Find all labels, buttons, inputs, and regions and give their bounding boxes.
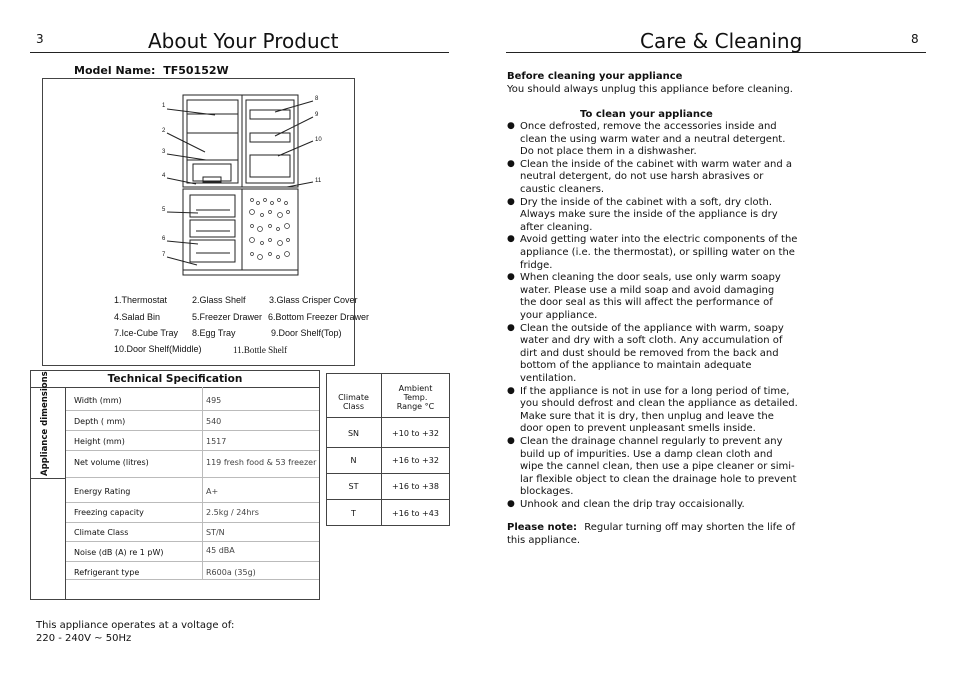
spec-row	[66, 387, 319, 411]
climate-class: T	[351, 509, 356, 518]
spec-row	[66, 503, 319, 523]
bullet-icon: ●	[507, 158, 515, 169]
spec-value: 1517	[206, 437, 227, 446]
appliance-dimensions-label: Appliance dimensions	[40, 371, 50, 476]
bullet-text-line: appliance (i.e. the thermostat), or spilling water on the	[520, 247, 795, 258]
climate-range: +16 to +38	[392, 482, 439, 491]
callout-11: 11	[315, 178, 322, 184]
bullet-text-line: build up of impurities. Use a damp clean cloth and	[520, 448, 773, 460]
spec-value: 540	[206, 417, 222, 426]
spec-value: 119 fresh food & 53 freezer	[206, 458, 317, 467]
callout-4: 4	[162, 173, 166, 179]
callout-1: 1	[162, 103, 166, 109]
spec-label: Net volume (litres)	[74, 458, 149, 467]
spec-label: Climate Class	[74, 528, 129, 537]
callout-7: 7	[162, 252, 166, 258]
climate-header-temp: Ambient Temp. Range °C	[396, 384, 435, 411]
page-number-right: 8	[911, 32, 919, 46]
climate-class: SN	[347, 429, 360, 438]
bullet-text-line: neutral detergent, do not use harsh abrasives or	[520, 171, 764, 183]
spec-row	[66, 411, 319, 431]
bullet-text-line: Clean the outside of the appliance with warm, soapy	[520, 322, 784, 334]
legend-item: 9.Door Shelf(Top)	[271, 328, 342, 338]
page-title-right: Care & Cleaning	[640, 29, 803, 53]
bullet-text-line: door open to prevent unpleasant smells inside.	[520, 423, 756, 435]
callout-8: 8	[315, 96, 319, 102]
bullet-text-line: your appliance.	[520, 310, 598, 321]
bullet-icon: ●	[507, 196, 515, 207]
bullet-text-line: Unhook and clean the drip tray occaisionally.	[520, 499, 745, 510]
clean-heading: To clean your appliance	[580, 109, 713, 120]
climate-range: +16 to +43	[392, 509, 439, 518]
spec-value: 45 dBA	[206, 546, 235, 555]
spec-value: R600a (35g)	[206, 568, 256, 577]
spec-label: Height (mm)	[74, 437, 125, 446]
legend-item: 7.Ice-Cube Tray	[114, 328, 179, 338]
bullet-text-line: Clean the inside of the cabinet with warm water and a	[520, 158, 793, 170]
before-cleaning-text: You should always unplug this appliance before cleaning.	[507, 84, 793, 95]
legend-item: 2.Glass Shelf	[192, 295, 246, 305]
bullet-icon: ●	[507, 121, 515, 131]
bullet-text-line: fridge.	[520, 259, 553, 271]
legend-item: 3.Glass Crisper Cover	[269, 295, 358, 305]
climate-class: N	[350, 456, 357, 465]
spec-value: 2.5kg / 24hrs	[206, 508, 259, 517]
callout-2: 2	[162, 128, 166, 134]
bullet-text-line: caustic cleaners.	[520, 184, 605, 195]
bullet-icon: ●	[507, 385, 515, 396]
spec-value: 495	[206, 396, 222, 405]
climate-header-class: Climate Class	[338, 393, 369, 411]
spec-value: ST/N	[206, 528, 225, 537]
legend-item: 8.Egg Tray	[192, 328, 236, 338]
legend-item: 4.Salad Bin	[114, 312, 161, 322]
bullet-text-line: dirt and dust should be removed from the back and	[520, 347, 779, 359]
spec-label: Energy Rating	[74, 487, 131, 496]
note-text-continued: this appliance.	[507, 535, 581, 546]
spec-label: Noise (dB (A) re 1 pW)	[74, 548, 164, 557]
climate-class: ST	[348, 482, 359, 491]
bullet-text-line: blockages.	[520, 486, 574, 498]
legend-item: 10.Door Shelf(Middle)	[114, 344, 202, 354]
bullet-icon: ●	[507, 322, 515, 333]
bullet-text-line: If the appliance is not in use for a long period of time,	[520, 385, 790, 397]
bullet-icon: ●	[507, 436, 515, 446]
spec-row	[66, 431, 319, 451]
note-text: Regular turning off may shorten the life of	[584, 522, 796, 533]
bullet-text-line: Once defrosted, remove the accessories inside and	[520, 121, 777, 132]
bullet-text-line: Clean the drainage channel regularly to prevent any	[520, 436, 783, 447]
legend-item: 11.Bottle Shelf	[233, 345, 288, 355]
before-cleaning-heading: Before cleaning your appliance	[507, 71, 683, 82]
bullet-text-line: after cleaning.	[520, 221, 593, 233]
spec-label: Freezing capacity	[74, 508, 144, 517]
spec-label: Width (mm)	[74, 396, 122, 405]
bullet-icon: ●	[507, 234, 515, 245]
voltage-line-2: 220 - 240V ~ 50Hz	[36, 633, 132, 644]
climate-range: +16 to +32	[392, 456, 439, 465]
bullet-text-line: Do not place them in a dishwasher.	[520, 146, 697, 158]
bullet-text-line: Avoid getting water into the electric components of the	[520, 234, 798, 246]
freezer-compartment	[183, 189, 242, 270]
spec-title: Technical Specification	[107, 373, 243, 385]
legend-item: 5.Freezer Drawer	[192, 312, 263, 322]
callout-6: 6	[162, 236, 166, 242]
legend-item: 1.Thermostat	[114, 295, 168, 305]
bullet-text-line: Make sure that it is dry, then unplug and leave the	[520, 410, 774, 422]
bullet-text-line: you should defrost and clean the appliance as detailed.	[520, 398, 798, 410]
voltage-line-1: This appliance operates at a voltage of:	[36, 620, 235, 631]
legend-item: 6.Bottom Freezer Drawer	[268, 312, 370, 322]
callout-5: 5	[162, 207, 166, 213]
spec-row	[66, 562, 319, 580]
bullet-text-line: ventilation.	[520, 373, 577, 384]
callout-10: 10	[315, 137, 322, 143]
bullet-text-line: wipe the cannel clean, then use a pipe cleaner or simi-	[520, 461, 795, 473]
model-label: Model Name:	[74, 64, 156, 77]
climate-range: +10 to +32	[392, 429, 439, 438]
bullet-icon: ●	[507, 272, 515, 283]
page-title-left: About Your Product	[148, 29, 339, 53]
please-note	[507, 522, 795, 535]
spec-row	[66, 451, 319, 478]
bullet-text-line: the door seal as this will affect the performance of	[520, 297, 773, 309]
fridge-compartment-left	[183, 95, 242, 187]
spec-row	[66, 542, 319, 562]
callout-9: 9	[315, 112, 319, 118]
callout-3: 3	[162, 149, 166, 155]
bullet-text-line: When cleaning the door seals, use only warm soapy	[520, 272, 781, 284]
bullet-icon: ●	[507, 499, 515, 509]
spec-row	[66, 478, 319, 503]
bullet-text-line: Dry the inside of the cabinet with a soft, dry cloth.	[520, 196, 773, 208]
page-number-left: 3	[36, 32, 44, 46]
bullet-text-line: water and dry with a soft cloth. Any accumulation of	[520, 335, 783, 347]
freezer-door	[242, 189, 298, 270]
spec-value: A+	[206, 487, 219, 496]
spec-row	[66, 523, 319, 542]
bullet-text-line: water. Please use a mild soap and avoid damaging	[520, 284, 775, 296]
bullet-text-line: Always make sure the inside of the appliance is dry	[520, 209, 778, 221]
bullet-text-line: lar flexible object to clean the drainage hole to prevent	[520, 473, 797, 485]
bullet-text-line: clean the using warm water and a neutral detergent.	[520, 133, 786, 145]
bullet-text-line: bottom of the appliance to maintain adequate	[520, 360, 752, 372]
spec-label: Depth ( mm)	[74, 417, 126, 426]
model-value: TF50152W	[163, 64, 229, 77]
spec-label: Refrigerant type	[74, 568, 140, 577]
note-label: Please note:	[507, 522, 578, 533]
title-rule-right	[506, 52, 926, 53]
